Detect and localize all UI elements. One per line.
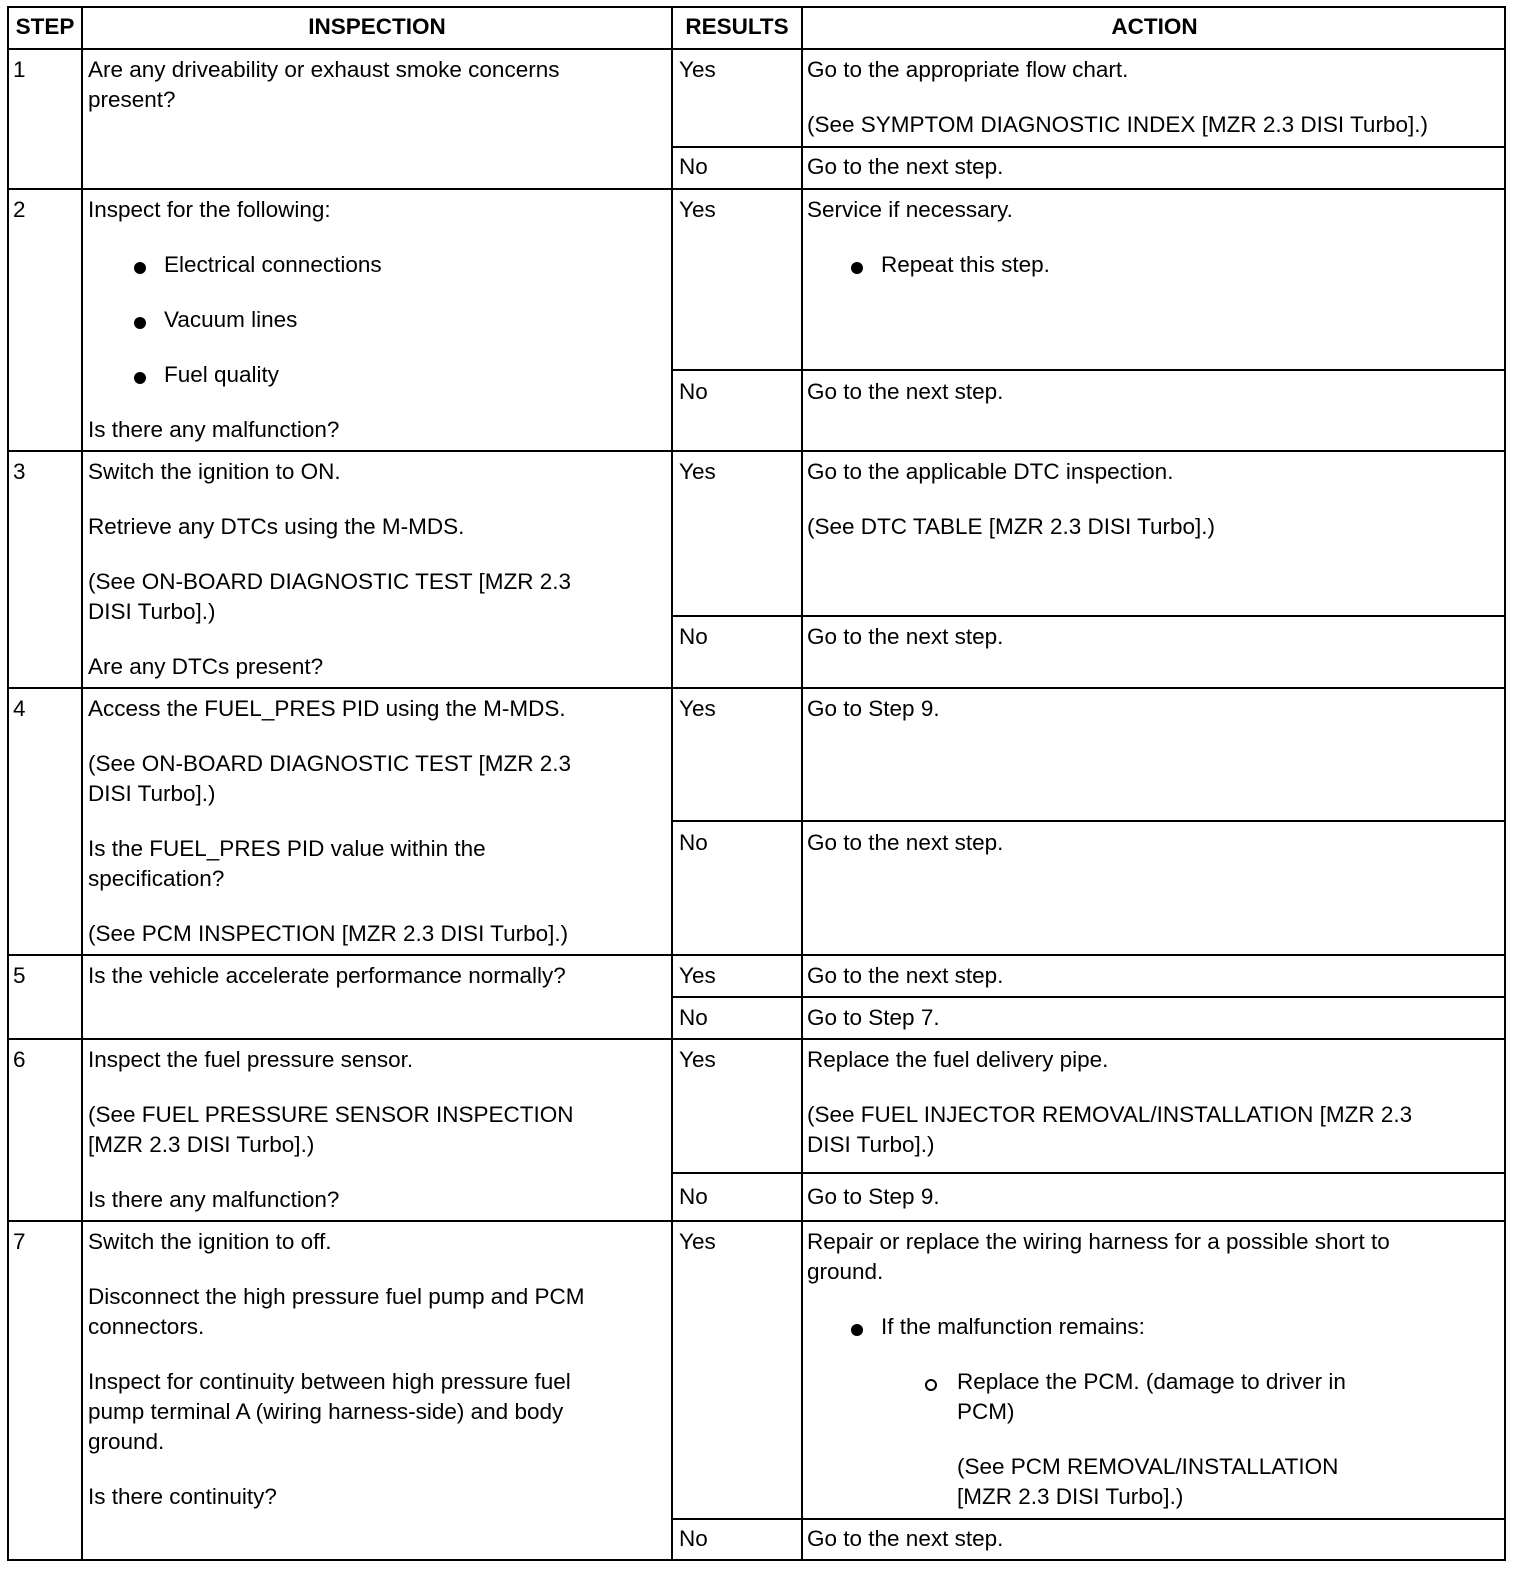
inspection-question: Is there any malfunction? (88, 1187, 340, 1212)
action-reference: [MZR 2.3 DISI Turbo].) (957, 1484, 1184, 1509)
inspection-reference: (See ON-BOARD DIAGNOSTIC TEST [MZR 2.3 (88, 751, 572, 776)
result-no: No (679, 830, 708, 855)
inspection-text: connectors. (88, 1314, 205, 1339)
result-no: No (679, 1005, 708, 1030)
action-text: Go to Step 9. (807, 696, 940, 721)
step-row-5 (7, 954, 1506, 1040)
action-bullet: If the malfunction remains: (881, 1314, 1145, 1339)
inspection-reference: [MZR 2.3 DISI Turbo].) (88, 1132, 315, 1157)
inspection-reference: (See ON-BOARD DIAGNOSTIC TEST [MZR 2.3 (88, 569, 572, 594)
action-text: Go to the next step. (807, 1526, 1004, 1551)
action-text: Replace the fuel delivery pipe. (807, 1047, 1109, 1072)
inspection-question: Are any DTCs present? (88, 654, 324, 679)
inspection-text: Inspect the fuel pressure sensor. (88, 1047, 414, 1072)
result-yes: Yes (679, 1047, 716, 1072)
step-number: 7 (13, 1229, 26, 1254)
step-number: 4 (13, 696, 26, 721)
inspection-text: ground. (88, 1429, 165, 1454)
step-number: 1 (13, 57, 26, 82)
action-text: ground. (807, 1259, 884, 1284)
step-number: 2 (13, 197, 26, 222)
action-text: Repair or replace the wiring harness for a possible short to (807, 1229, 1390, 1254)
action-reference: (See FUEL INJECTOR REMOVAL/INSTALLATION [MZR 2.3 (807, 1102, 1413, 1127)
inspection-reference: (See FUEL PRESSURE SENSOR INSPECTION (88, 1102, 574, 1127)
inspection-question: Is there continuity? (88, 1484, 277, 1509)
inspection-text: Access the FUEL_PRES PID using the M-MDS. (88, 696, 566, 721)
inspection-text: Switch the ignition to off. (88, 1229, 332, 1254)
header-action: ACTION (1111, 14, 1198, 39)
diagnostic-procedure-table (7, 6, 1506, 1561)
bullet-icon (134, 262, 146, 274)
inspection-reference: DISI Turbo].) (88, 599, 216, 624)
inspection-bullet: Fuel quality (164, 362, 280, 387)
inspection-question: Is the FUEL_PRES PID value within the (88, 836, 486, 861)
action-text: Go to the applicable DTC inspection. (807, 459, 1174, 484)
inspection-text: Inspect for the following: (88, 197, 331, 222)
inspection-bullet: Electrical connections (164, 252, 382, 277)
inspection-bullet: Vacuum lines (164, 307, 298, 332)
result-yes: Yes (679, 1229, 716, 1254)
inspection-question: Is the vehicle accelerate performance normally? (88, 963, 566, 988)
action-text: Service if necessary. (807, 197, 1013, 222)
inspection-text: Switch the ignition to ON. (88, 459, 341, 484)
action-reference: DISI Turbo].) (807, 1132, 935, 1157)
inspection-text: pump terminal A (wiring harness-side) and body (88, 1399, 564, 1424)
bullet-icon (134, 372, 146, 384)
result-yes: Yes (679, 459, 716, 484)
step-row-1 (7, 48, 1506, 190)
action-sub-bullet: PCM) (957, 1399, 1015, 1424)
step-row-2 (7, 188, 1506, 452)
result-no: No (679, 379, 708, 404)
action-text: Go to the next step. (807, 379, 1004, 404)
action-sub-bullet: Replace the PCM. (damage to driver in (957, 1369, 1346, 1394)
inspection-reference: (See PCM INSPECTION [MZR 2.3 DISI Turbo].) (88, 921, 569, 946)
inspection-question: Is there any malfunction? (88, 417, 340, 442)
step-row-7 (7, 1220, 1506, 1561)
header-results: RESULTS (685, 14, 789, 39)
action-text: Go to Step 7. (807, 1005, 940, 1030)
bullet-icon (851, 1324, 863, 1336)
header-step: STEP (15, 14, 75, 39)
step-row-6 (7, 1038, 1506, 1222)
result-yes: Yes (679, 197, 716, 222)
action-text: Go to Step 9. (807, 1184, 940, 1209)
bullet-icon (134, 317, 146, 329)
bullet-icon (851, 262, 863, 274)
result-no: No (679, 1184, 708, 1209)
result-yes: Yes (679, 696, 716, 721)
inspection-text: Inspect for continuity between high pressure fuel (88, 1369, 571, 1394)
action-reference: (See PCM REMOVAL/INSTALLATION (957, 1454, 1339, 1479)
table-header-row (7, 6, 1506, 50)
inspection-text: Disconnect the high pressure fuel pump and PCM (88, 1284, 585, 1309)
step-number: 3 (13, 459, 26, 484)
result-no: No (679, 154, 708, 179)
action-text: Go to the next step. (807, 624, 1004, 649)
step-number: 6 (13, 1047, 26, 1072)
action-text: Go to the next step. (807, 154, 1004, 179)
step-number: 5 (13, 963, 26, 988)
step-row-3 (7, 450, 1506, 689)
inspection-question: specification? (88, 866, 225, 891)
header-inspection: INSPECTION (308, 14, 446, 39)
action-text: Go to the next step. (807, 963, 1004, 988)
result-no: No (679, 1526, 708, 1551)
action-text: Go to the appropriate flow chart. (807, 57, 1129, 82)
inspection-reference: DISI Turbo].) (88, 781, 216, 806)
action-bullet: Repeat this step. (881, 252, 1050, 277)
inspection-text: Retrieve any DTCs using the M-MDS. (88, 514, 465, 539)
result-yes: Yes (679, 963, 716, 988)
result-yes: Yes (679, 57, 716, 82)
action-text: Go to the next step. (807, 830, 1004, 855)
step-row-4 (7, 687, 1506, 956)
inspection-text: present? (88, 87, 176, 112)
action-reference: (See DTC TABLE [MZR 2.3 DISI Turbo].) (807, 514, 1216, 539)
action-reference: (See SYMPTOM DIAGNOSTIC INDEX [MZR 2.3 DISI Turbo].) (807, 112, 1428, 137)
inspection-text: Are any driveability or exhaust smoke concerns (88, 57, 560, 82)
sub-bullet-icon (925, 1379, 937, 1391)
result-no: No (679, 624, 708, 649)
